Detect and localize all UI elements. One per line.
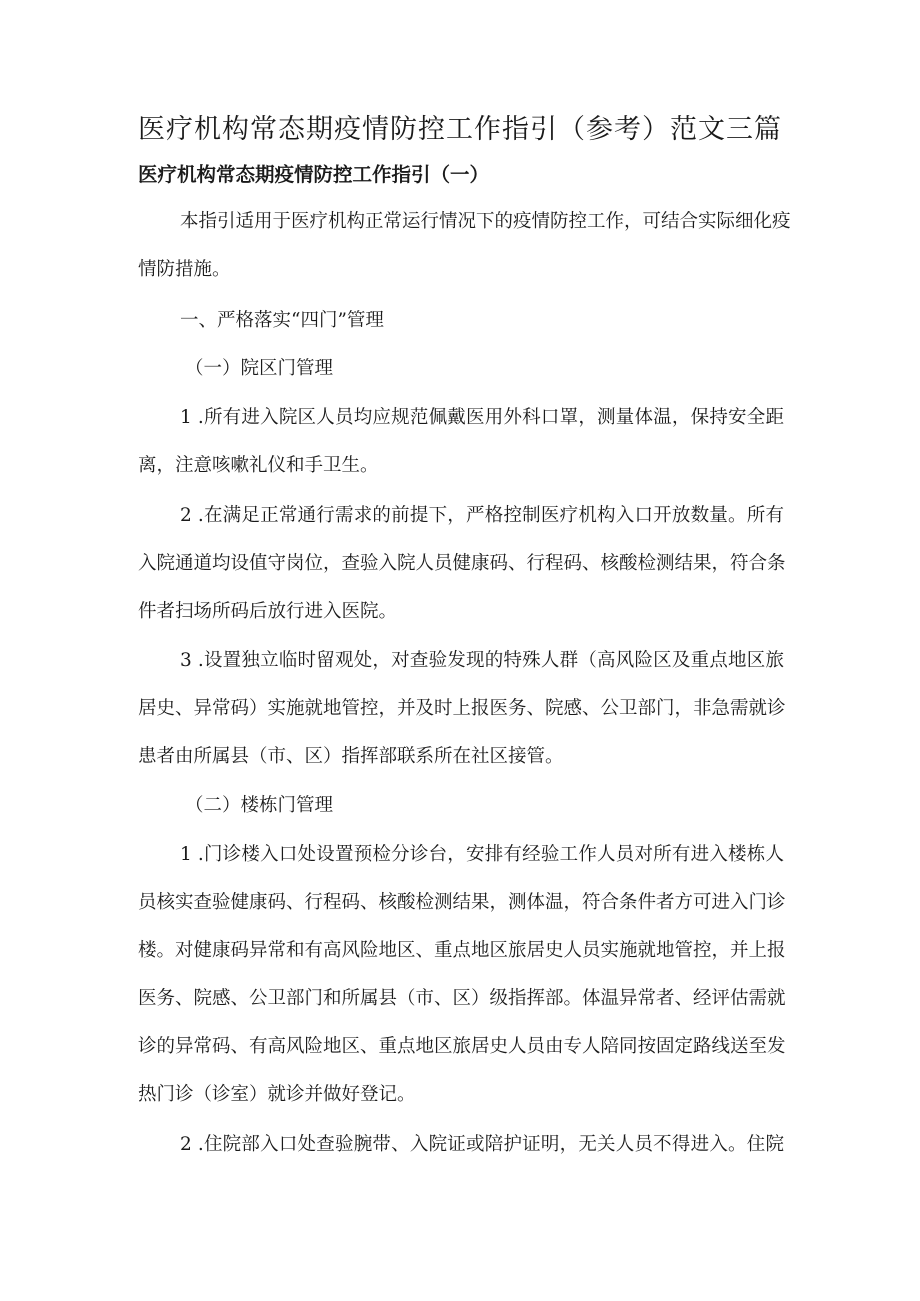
item-2-line-2: 入院通道均设值守岗位，查验入院人员健康码、行程码、核酸检测结果，符合条 [138,553,786,574]
paragraph-intro-line-2: 情防措施。 [138,259,231,280]
item-3-line-2: 居史、异常码）实施就地管控，并及时上报医务、院感、公卫部门，非急需就诊 [138,698,786,719]
item-b1-line-1: 1 .门诊楼入口处设置预检分诊台，安排有经验工作人员对所有进入楼栋人 [180,844,784,865]
item-2-line-3: 件者扫场所码后放行进入医院。 [138,601,398,622]
item-1-line-1: 1 .所有进入院区人员均应规范佩戴医用外科口罩，测量体温，保持安全距 [180,407,784,428]
paragraph-intro-line-1: 本指引适用于医疗机构正常运行情况下的疫情防控工作，可结合实际细化疫 [180,211,791,232]
item-b1-line-6: 热门诊（诊室）就诊并做好登记。 [138,1084,416,1105]
heading-subsection-1: （一）院区门管理 [185,358,334,379]
item-b1-line-4: 医务、院感、公卫部门和所属县（市、区）级指挥部。体温异常者、经评估需就 [138,988,786,1009]
section-subtitle: 医疗机构常态期疫情防控工作指引（一） [138,163,490,186]
item-3-line-1: 3 .设置独立临时留观处，对查验发现的特殊人群（高风险区及重点地区旅 [180,650,784,671]
heading-section-1: 一、严格落实“四门”管理 [180,310,384,331]
heading-subsection-2: （二）楼栋门管理 [185,795,334,816]
item-1-line-2: 离，注意咳嗽礼仪和手卫生。 [138,455,379,476]
item-b1-line-3: 楼。对健康码异常和有高风险地区、重点地区旅居史人员实施就地管控，并上报 [138,940,786,961]
document-title: 医疗机构常态期疫情防控工作指引（参考）范文三篇 [138,114,782,145]
item-b1-line-2: 员核实查验健康码、行程码、核酸检测结果，测体温，符合条件者方可进入门诊 [138,892,786,913]
item-2-line-1: 2 .在满足正常通行需求的前提下，严格控制医疗机构入口开放数量。所有 [180,505,784,526]
item-b2-line-1: 2 .住院部入口处查验腕带、入院证或陪护证明，无关人员不得进入。住院 [180,1134,784,1155]
item-b1-line-5: 诊的异常码、有高风险地区、重点地区旅居史人员由专人陪同按固定路线送至发 [138,1036,786,1057]
item-3-line-3: 患者由所属县（市、区）指挥部联系所在社区接管。 [138,746,564,767]
